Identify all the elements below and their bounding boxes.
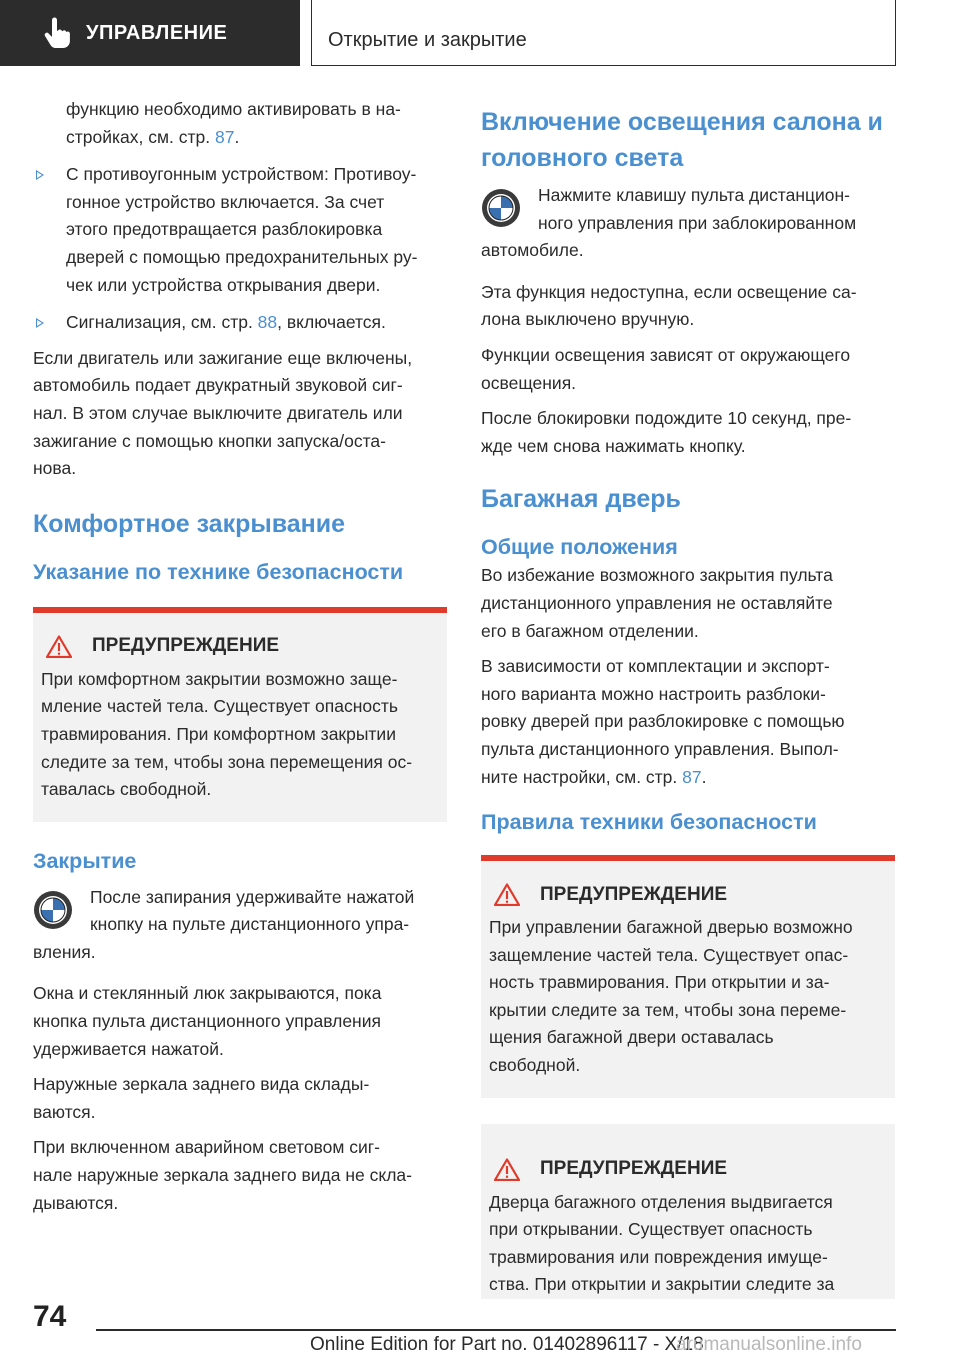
text-line: , включается.	[277, 312, 386, 333]
watermark: arumanualsonline.info	[676, 1334, 862, 1355]
warning-box	[481, 1124, 895, 1299]
text-line: нале наружные зеркала заднего вида не скла-	[33, 1165, 412, 1186]
text-line: его в багажном отделении.	[481, 620, 699, 641]
text-line: гонное устройство включается. За счет	[66, 191, 385, 212]
paragraph	[33, 345, 447, 483]
section-heading	[481, 104, 895, 176]
text-line: травмирования или повреждения имуще-	[489, 1246, 828, 1267]
text-line: стройках, см. стр.	[66, 126, 215, 147]
intro-continuation	[33, 96, 447, 151]
text-line: кнопку на пульте дистанционного упра-	[90, 914, 410, 935]
page-link[interactable]: 88	[257, 312, 278, 333]
warning-text	[41, 666, 439, 804]
paragraph	[481, 653, 895, 791]
text-line: С противоугонным устройством: Противоу-	[66, 164, 417, 185]
page-link[interactable]: 87	[682, 766, 702, 787]
paragraph	[33, 1134, 447, 1217]
section-tab	[0, 0, 300, 66]
text-line: ните настройки, см. стр.	[481, 766, 683, 787]
text-line: следите за тем, чтобы зона перемещения ос-	[41, 751, 413, 772]
text-line: .	[701, 766, 707, 787]
pointing-hand-icon	[40, 16, 74, 50]
bullet-triangle-icon	[36, 170, 44, 180]
warning-triangle-icon	[46, 635, 72, 658]
heading-line: Включение освещения салона и	[481, 108, 883, 136]
text-line: Если двигатель или зажигание еще включены,	[33, 347, 413, 368]
text-line: ного варианта можно настроить разблоки-	[481, 683, 826, 704]
warning-title: ПРЕДУПРЕЖДЕНИЕ	[540, 1158, 728, 1180]
text-line: нал. В этом случае выключите двигатель или	[33, 402, 403, 423]
warning-box	[33, 607, 447, 822]
warning-header	[489, 1158, 887, 1181]
text-line: При включенном аварийном световом сиг-	[33, 1137, 381, 1158]
warning-title: ПРЕДУПРЕЖДЕНИЕ	[92, 635, 280, 657]
key-instruction	[481, 182, 895, 265]
text-line: дверей с помощью предохранительных ру-	[66, 246, 418, 267]
text-line: травмирования. При комфортном закрытии	[41, 723, 396, 744]
paragraph	[33, 1071, 447, 1126]
subsection-heading: Общие положения	[481, 535, 678, 560]
text-line: Наружные зеркала заднего вида склады-	[33, 1074, 370, 1095]
text-line: лона выключено вручную.	[481, 309, 695, 330]
paragraph	[481, 405, 895, 460]
text-line: ного управления при заблокированном	[538, 212, 857, 233]
text-line: автомобиль подает двукратный звуковой сиг-	[33, 375, 403, 396]
text-line: После запирания удерживайте нажатой	[90, 886, 415, 907]
page-header	[0, 0, 960, 66]
chapter-title: Открытие и закрытие	[328, 29, 527, 51]
warning-title: ПРЕДУПРЕЖДЕНИЕ	[540, 883, 728, 905]
list-item	[33, 309, 447, 337]
text-line: Эта функция недоступна, если освещение са-	[481, 281, 857, 302]
right-column	[481, 104, 895, 1299]
subsection-heading: Правила техники безопасности	[481, 810, 817, 835]
text-line: кнопка пульта дистанционного управления	[33, 1011, 381, 1032]
text-line: дываются.	[33, 1192, 119, 1213]
text-line: нова.	[33, 458, 77, 479]
text-line: автомобиле.	[481, 240, 584, 261]
text-line: Во избежание возможного закрытия пульта	[481, 565, 833, 586]
text-line: крытии следите за тем, чтобы зона переме-	[489, 999, 847, 1020]
page-number: 74	[33, 1300, 67, 1333]
text-line: мление частей тела. Существует опасность	[41, 696, 398, 717]
warning-triangle-icon	[494, 883, 520, 906]
text-line: щения багажной двери оставалась	[489, 1027, 774, 1048]
paragraph	[481, 562, 895, 645]
list-item	[33, 161, 447, 299]
text-line: После блокировки подождите 10 секунд, пре-	[481, 408, 852, 429]
text-line: защемление частей тела. Существует опас-	[489, 944, 849, 965]
text-line: ность травмирования. При открытии и за-	[489, 972, 830, 993]
text-line: Сигнализация, см. стр.	[66, 312, 258, 333]
text-line: чек или устройства открывания двери.	[66, 274, 381, 295]
text-line: пульта дистанционного управления. Выпол-	[481, 738, 839, 759]
warning-triangle-icon	[494, 1158, 520, 1181]
text-line: освещения.	[481, 372, 577, 393]
left-column	[33, 96, 447, 1225]
warning-header	[489, 883, 887, 906]
text-line: .	[234, 126, 240, 147]
text-line: дистанционного управления не оставляйте	[481, 592, 833, 613]
text-line: жде чем снова нажимать кнопку.	[481, 435, 746, 456]
paragraph	[481, 279, 895, 334]
text-line: Функции освещения зависят от окружающего	[481, 344, 851, 365]
text-line: тавалась свободной.	[41, 779, 212, 800]
page-link[interactable]: 87	[214, 126, 235, 147]
bmw-key-icon	[481, 188, 521, 228]
text-line: удерживается нажатой.	[33, 1038, 224, 1059]
paragraph	[33, 980, 447, 1063]
text-line: функцию необходимо активировать в на-	[66, 99, 401, 119]
warning-header	[41, 635, 439, 658]
edition-note: Online Edition for Part no. 01402896117 - X/18	[310, 1334, 704, 1355]
warning-text	[489, 1189, 887, 1299]
section-heading: Багажная дверь	[481, 485, 681, 514]
bmw-key-icon	[33, 890, 73, 930]
bullet-triangle-icon	[36, 318, 44, 328]
text-line: ваются.	[33, 1101, 96, 1122]
chapter-box	[311, 0, 896, 66]
subsection-heading: Указание по технике безопасности	[33, 559, 404, 584]
warning-box	[481, 855, 895, 1098]
text-line: В зависимости от комплектации и экспорт-	[481, 656, 830, 677]
text-line: этого предотвращается разблокировка	[66, 219, 383, 240]
text-line: свободной.	[489, 1055, 581, 1076]
section-heading: Комфортное закрывание	[33, 509, 346, 538]
text-line: Дверца багажного отделения выдвигается	[489, 1191, 833, 1212]
warning-text	[489, 914, 887, 1080]
footer-divider	[96, 1329, 896, 1331]
text-line: Окна и стеклянный люк закрываются, пока	[33, 983, 382, 1004]
paragraph	[481, 342, 895, 397]
key-instruction	[33, 884, 447, 967]
text-line: При комфортном закрытии возможно защe-	[41, 668, 398, 689]
text-line: При управлении багажной дверью возможно	[489, 917, 853, 938]
heading-line: головного света	[481, 144, 684, 172]
text-line: при открывании. Существует опасность	[489, 1219, 813, 1240]
text-line: ства. При открытии и закрытии следите за	[489, 1274, 835, 1295]
text-line: ровку дверей при разблокировке с помощью	[481, 711, 845, 732]
subsection-heading: Закрытие	[33, 848, 137, 873]
section-title: УПРАВЛЕНИЕ	[86, 21, 228, 44]
text-line: вления.	[33, 941, 96, 962]
text-line: зажигание с помощью кнопки запуска/оста-	[33, 430, 386, 451]
text-line: Нажмите клавишу пульта дистанцион-	[538, 185, 851, 205]
